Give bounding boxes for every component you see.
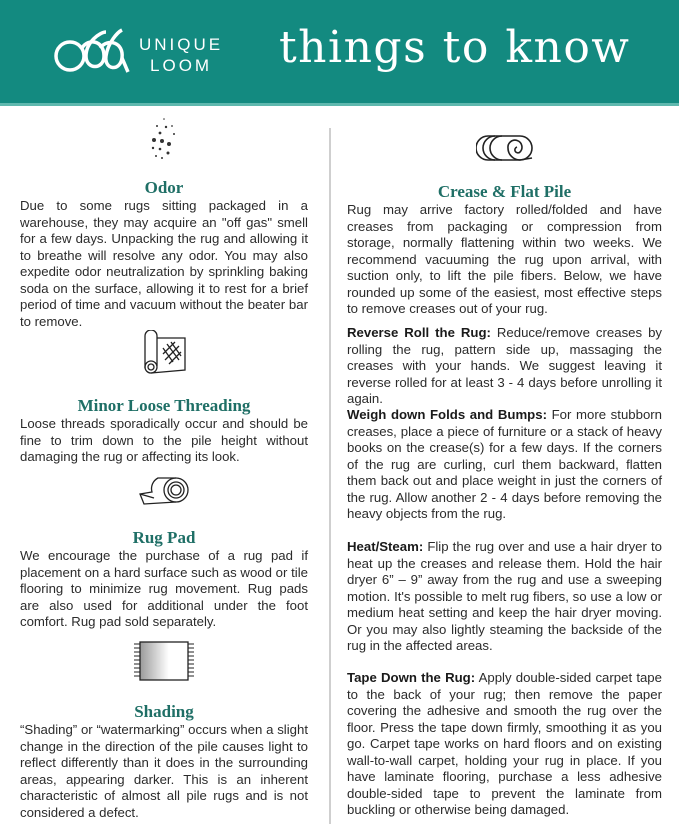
- step-label: Tape Down the Rug:: [347, 670, 476, 685]
- section-title: Crease & Flat Pile: [437, 182, 572, 201]
- section-odor: [20, 116, 308, 330]
- step-text: Flip the rug over and use a hair dryer to heat up the creases and release them. Hold the hair dryer 6” – 9” away from the rug and use a sweeping motion. It's possible to melt rug fibers, so use a low or medium heat setting and keep the hair dryer moving. Or you may also lightly steaming the backside of the rug in the affected areas.: [347, 539, 662, 653]
- section-body: Due to some rugs sitting packaged in a warehouse, they may acquire an "off gas" smell for a few days. Unpacking the rug and allowing it to breathe will resolve any odor. You may also expedite odor neutralization by sprinkling baking soda on the surface, allowing it to rest for a brief period of time and vacuum without the beater bar to remove.: [20, 198, 308, 329]
- page-title: things to know: [279, 22, 631, 73]
- step-reverse-roll: [347, 325, 662, 408]
- section-crease-flat-pile: [347, 134, 662, 318]
- unique-loom-logo-icon: [52, 28, 132, 76]
- section-title: Minor Loose Threading: [77, 396, 251, 415]
- rolled-crease-icon: [476, 134, 534, 162]
- odor-dots-icon: [144, 116, 184, 164]
- section-title: Odor: [144, 178, 184, 197]
- header-banner: [0, 0, 679, 106]
- step-label: Weigh down Folds and Bumps:: [347, 407, 547, 422]
- step-text: Apply double-sided carpet tape to the back of your rug; then remove the paper covering the adhesive and smooth the rug over the floor. Press the tape down firmly, smoothing it as you go. Carpet tape works on hard floors and on existing wall-to-wall carpet, holding your rug in place. If you have laminate flooring, purchase a less adhesive double-sided tape to prevent the laminate from buckling or otherwise being damaged.: [347, 670, 662, 817]
- section-body: We encourage the purchase of a rug pad if placement on a hard surface such as wood or tile flooring to minimize rug movement. Rug pads are also used for additional under the foot comfort. Rug pad sold separately.: [20, 548, 308, 629]
- step-label: Reverse Roll the Rug:: [347, 325, 491, 340]
- section-body: “Shading” or “watermarking” occurs when a slight change in the direction of the pile causes light to reflect differently than it does in the surrounding areas, appearing darker. This is an inherent characteristic of almost all pile rugs and is not considered a defect.: [20, 722, 308, 820]
- step-weigh-down: [347, 407, 662, 523]
- step-tape-down: [347, 670, 662, 819]
- loose-thread-rug-icon: [141, 330, 187, 374]
- shaded-rug-icon: [132, 640, 196, 682]
- section-rug-pad: [20, 476, 308, 631]
- step-text: Reduce/remove creases by rolling the rug, pattern side up, massaging the creases with your hands. We suggest leaving it reverse rolled for at least 3 - 4 days before unrolling it again.: [347, 325, 662, 406]
- step-text: For more stubborn creases, place a piece of furniture or a stack of heavy books on the crease(s) for a few days. If the corners of the rug are curling, curl them backward, flatten them back out and place weight in just the corners of the rug. Allow another 2 - 4 days before removing the heavy objects from the rug.: [347, 407, 663, 521]
- column-divider: [329, 128, 331, 824]
- section-shading: [20, 640, 308, 821]
- brand-name: [139, 34, 223, 76]
- step-label: Heat/Steam:: [347, 539, 424, 554]
- step-heat-steam: [347, 539, 662, 655]
- section-title: Shading: [134, 702, 194, 721]
- section-body: Loose threads sporadically occur and should be fine to trim down to the pile height without damaging the rug or affecting its look.: [20, 416, 308, 464]
- section-intro: Rug may arrive factory rolled/folded and have creases from packaging or compression from storage, normally flattening within two weeks. We recommend vacuuming the rug upon arrival, with suction only, to lift the pile fibers. Below, we have rounded up some of the easiest, most effective steps to remove creases out of your rug.: [347, 202, 662, 316]
- brand-line-2: LOOM: [150, 56, 213, 75]
- rolled-rug-pad-icon: [136, 476, 192, 508]
- section-title: Rug Pad: [132, 528, 196, 547]
- brand-line-1: UNIQUE: [139, 35, 224, 54]
- section-minor-loose-threading: [20, 330, 308, 466]
